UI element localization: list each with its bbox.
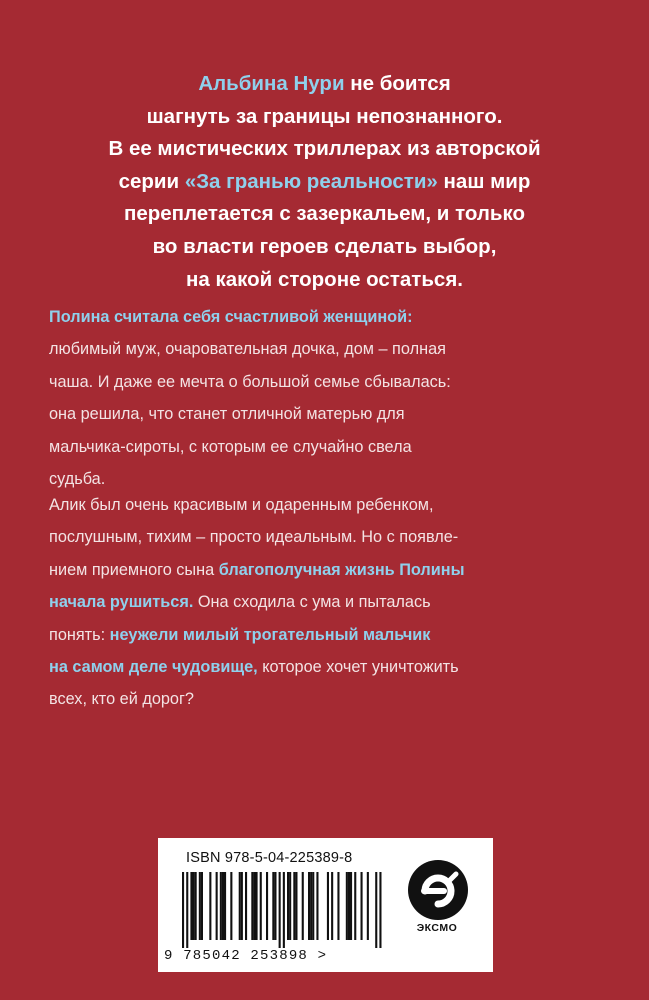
highlighted-text: Альбина Нури <box>198 72 345 95</box>
text-segment: послушным, тихим – просто идеальным. Но с появле- <box>49 528 459 547</box>
barcode-bar <box>346 872 348 940</box>
text-segment: В ее мистических триллерах из авторской <box>108 137 541 161</box>
barcode-bar <box>195 872 197 940</box>
barcode-bar <box>266 872 268 940</box>
text-segment: Алик был очень красивым и одаренным ребенком, <box>49 496 434 514</box>
barcode-bar <box>348 872 350 940</box>
text-segment: понять: <box>49 625 110 644</box>
publisher-name: ЭКСМО <box>416 922 458 934</box>
text-line <box>49 431 619 463</box>
text-line <box>0 198 649 231</box>
barcode-bar <box>222 872 224 940</box>
barcode-bar <box>293 872 295 940</box>
barcode-bars <box>176 872 396 948</box>
barcode-bar <box>308 872 310 940</box>
text-line <box>0 166 649 199</box>
text-segment: шагнуть за границы непознанного. <box>146 104 503 128</box>
text-segment: всех, кто ей дорог? <box>49 690 194 709</box>
text-line <box>49 683 619 715</box>
highlighted-text: неужели милый трогательный мальчик <box>109 625 431 644</box>
barcode-bar <box>186 872 188 948</box>
barcode-bar <box>379 872 381 948</box>
text-line <box>49 619 619 651</box>
barcode-bar <box>220 872 222 940</box>
highlighted-text: на самом деле чудовище, <box>49 658 258 677</box>
barcode-bar <box>245 872 247 940</box>
barcode-bar <box>209 872 211 940</box>
text-segment: не боится <box>344 72 451 95</box>
text-line <box>49 398 619 430</box>
text-line <box>49 301 619 333</box>
barcode-bar <box>367 872 369 940</box>
text-segment: переплетается с зазеркальем, и только <box>123 202 526 226</box>
text-segment: на какой стороне остаться. <box>186 267 463 291</box>
barcode-bar <box>193 872 195 940</box>
barcode-number: 9 785042 253898 > <box>164 948 328 964</box>
text-segment: судьба. <box>49 470 106 489</box>
text-segment: наш мир <box>437 169 531 193</box>
barcode-bar <box>310 872 312 940</box>
barcode-bar <box>230 872 232 940</box>
text-line <box>49 554 619 586</box>
barcode-bar <box>316 872 318 940</box>
text-line <box>49 333 619 365</box>
text-line <box>49 366 619 398</box>
highlighted-text: «За гранью реальности» <box>184 169 438 193</box>
highlighted-text: благополучная жизнь Полины <box>218 560 465 579</box>
barcode-bar <box>201 872 203 940</box>
highlighted-text: начала рушиться. <box>49 593 194 612</box>
intro-blurb <box>0 68 649 296</box>
barcode-bar <box>182 872 184 948</box>
barcode-bar <box>327 872 329 940</box>
barcode-bar <box>256 872 258 940</box>
barcode-bar <box>312 872 314 940</box>
barcode-bar <box>224 872 226 940</box>
text-segment: любимый муж, очаровательная дочка, дом – полная <box>49 340 446 359</box>
barcode-bar <box>239 872 241 940</box>
text-line <box>49 586 619 618</box>
text-line <box>49 521 619 553</box>
barcode-bar <box>287 872 289 940</box>
isbn-label: ISBN 978-5-04-225389-8 <box>186 850 353 866</box>
text-segment: чаша. И даже ее мечта о большой семье сбывалась: <box>49 372 451 391</box>
barcode-panel <box>158 838 493 972</box>
text-segment: нием приемного сына <box>49 560 219 579</box>
barcode-bar <box>216 872 218 940</box>
text-segment: Она сходила с ума и пыталась <box>193 593 431 612</box>
barcode-bar <box>350 872 352 940</box>
text-line <box>0 101 649 134</box>
text-segment: мальчика-сироты, с которым ее случайно свела <box>49 437 412 456</box>
text-line <box>49 489 619 521</box>
barcode-bar <box>272 872 274 940</box>
barcode-bar <box>260 872 262 940</box>
text-line <box>0 231 649 264</box>
barcode-bar <box>283 872 285 948</box>
barcode-bar <box>331 872 333 940</box>
barcode-bar <box>354 872 356 940</box>
description-paragraph-1 <box>49 301 619 495</box>
eksmo-logo-icon <box>406 858 470 922</box>
text-line <box>49 651 619 683</box>
text-segment: которое хочет уничтожить <box>257 658 459 677</box>
barcode-bar <box>241 872 243 940</box>
text-line <box>0 133 649 166</box>
barcode-bar <box>190 872 192 940</box>
barcode-bar <box>199 872 201 940</box>
text-segment: серии <box>118 169 185 193</box>
barcode-bar <box>361 872 363 940</box>
barcode-bar <box>375 872 377 948</box>
barcode-bar <box>337 872 339 940</box>
barcode-bar <box>302 872 304 940</box>
highlighted-text: Полина считала себя счастливой женщиной: <box>49 308 413 326</box>
text-line <box>0 264 649 297</box>
text-segment: во власти героев сделать выбор, <box>152 234 497 258</box>
barcode-bar <box>251 872 253 940</box>
text-segment: она решила, что станет отличной матерью для <box>49 405 405 424</box>
description-paragraph-2 <box>49 489 619 716</box>
barcode-bar <box>295 872 297 940</box>
barcode-bar <box>274 872 276 940</box>
text-line <box>0 68 649 101</box>
barcode-bar <box>253 872 255 940</box>
barcode-bar <box>279 872 281 948</box>
barcode-bar <box>289 872 291 940</box>
